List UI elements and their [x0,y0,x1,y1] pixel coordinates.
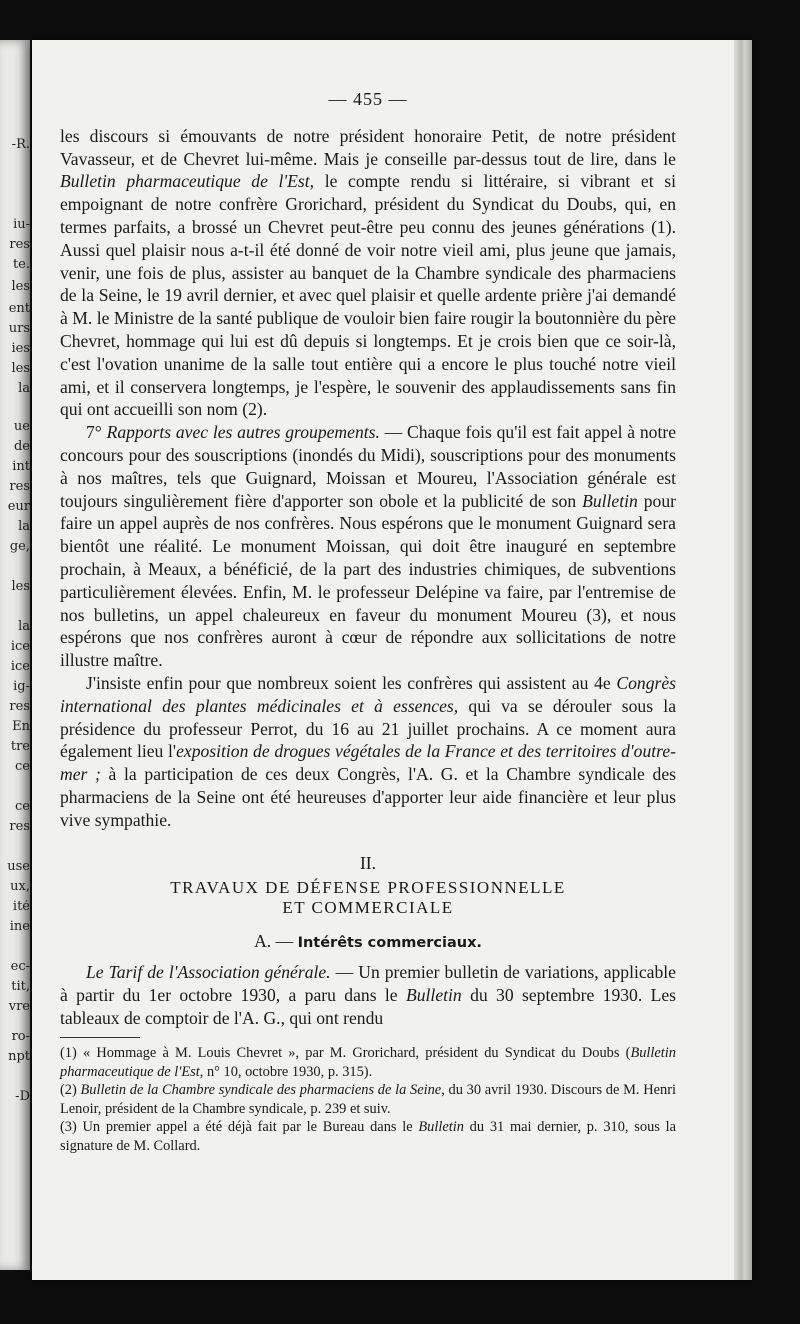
margin-fragment: ies [11,342,30,355]
margin-fragment: tre [10,740,30,753]
margin-fragment: int [12,460,30,473]
footnote-1: (1) « Hommage à M. Louis Chevret », par M. Grorichard, président du Syndicat du Doubs (Bulletin pharmaceutique de l'Est, n° 10, octobre 1930, p. 315). [60,1045,676,1080]
margin-fragment: -R. [11,138,30,151]
margin-fragment: res [9,700,30,713]
footnote-divider [60,1037,140,1038]
margin-fragment: ig- [13,680,30,693]
margin-fragment: tit, [11,980,30,993]
margin-fragment: ge, [9,540,30,553]
margin-fragment: ice [10,640,30,653]
margin-fragment: ent [8,302,30,315]
margin-fragment: -D [15,1090,30,1103]
margin-fragment: npt [8,1050,30,1063]
section-title-line2: ET COMMERCIALE [282,898,454,918]
margin-fragment: ue [13,420,30,433]
margin-fragment: les [11,280,30,293]
margin-fragment: ice [10,660,30,673]
margin-fragment: te. [12,258,30,271]
footnote-2: (2) Bulletin de la Chambre syndicale des pharmaciens de la Seine, du 30 avril 1930. Discours de M. Henri Lenoir, président de la Chambre syndicale, p. 239 et suiv. [60,1082,676,1117]
paragraph-rapports: 7° Rapports avec les autres groupements. — Chaque fois qu'il est fait appel à notre concours pour des souscriptions (inondés du Midi), souscriptions pour des monuments à nos maîtres, tels que Guignard, Moissan et Moureu, l'Association générale est toujours singulièrement fière d'apporter son obole et la publicité de son Bulletin pour faire un appel auprès de nos confrères. Nous espérons que le monument Guignard sera bientôt une réalité. Le monument Moissan, qui doit être inauguré en septembre prochain, à Meaux, a bénéficié, de la part des industries chimiques, de subventions particulièrement élevées. Enfin, M. le professeur Delépine va faire, par l'entremise de nos bulletins, un appel chaleureux en faveur du monument Moureu (3), et nous espérons que nos confrères auront à cœur de répondre aux sollicitations de notre illustre maître. [60,422,676,671]
paragraph-congres: J'insiste enfin pour que nombreux soient les confrères qui assistent au 4e Congrès international des plantes médicinales et à essences, qui va se dérouler sous la présidence du professeur Perrot, du 16 au 21 juillet prochains. A ce moment aura également lieu l'exposition de drogues végétales de la France et des territoires d'outre-mer ; à la participation de ces deux Congrès, l'A. G. et la Chambre syndicale des pharmaciens de la Seine ont été heureuses d'apporter leur aide financière et leur plus vive sympathie. [60,672,677,830]
footnote-3: (3) Un premier appel a été déjà fait par le Bureau dans le Bulletin du 31 mai dernier, p. 310, sous la signature de M. Collard. [60,1119,676,1154]
document-page [32,40,752,1280]
margin-fragment: ro- [11,1030,30,1043]
section-title-line1: TRAVAUX DE DÉFENSE PROFESSIONNELLE [170,878,566,898]
margin-fragment: la [18,620,30,633]
margin-fragment: ité [12,900,30,913]
adjacent-page-margin [0,40,30,1270]
paragraph-discours: les discours si émouvants de notre président honoraire Petit, de notre président Vavasseur, et de Chevret lui-même. Mais je conseille par-dessus tout de lire, dans le Bulletin pharmaceutique de l'Est, le compte rendu si littéraire, si vibrant et si empoignant de notre confrère Grorichard, président du Syndicat du Doubs, qui, en termes parfaits, a brossé un Chevret peut-être peu connu des jeunes générations (1). Aussi quel plaisir nous a-t-il été donné de voir notre vieil ami, plus jeune que jamais, venir, une fois de plus, assister au banquet de la Chambre syndicale des pharmaciens de la Seine, le 19 avril dernier, et avec quel plaisir et quelle ardente prière j'ai demandé à M. le Ministre de la santé publique de vouloir bien faire rougir la boutonnière du père Chevret, hommage qui lui est dû depuis si longtemps. Et je crois bien que ce soir-là, c'est l'ovation unanime de la salle tout entière qui a encore le plus touché notre vieil ami, et il conservera longtemps, je l'espère, le souvenir des applaudissements sans fin qui ont accueilli son nom (2). [60,125,676,420]
margin-fragment: res [9,238,30,251]
margin-fragment: les [11,580,30,593]
margin-fragment: ux, [10,880,30,893]
paragraph-tarif: Le Tarif de l'Association générale. — Un premier bulletin de variations, applicable à partir du 1er octobre 1930, a paru dans le Bulletin du 30 septembre 1930. Les tableaux de comptoir de l'A. G., qui ont rendu [60,962,677,1028]
margin-fragment: les [11,362,30,375]
margin-fragment: ec- [10,960,30,973]
margin-fragment: la [18,382,30,395]
page-edge [734,40,752,1280]
section-title [60,878,676,918]
margin-fragment: eur [7,500,30,513]
section-number: II. [359,852,377,873]
margin-fragment: ine [9,920,30,933]
footnotes [60,1044,676,1155]
margin-fragment: use [7,860,30,873]
margin-fragment: En [12,720,30,733]
margin-fragment: vre [8,1000,30,1013]
margin-fragment: ce [15,760,30,773]
margin-fragment: iu- [13,218,30,231]
subsection-heading: A. — Intérêts commerciaux. [254,931,482,952]
page-content [60,88,676,1155]
margin-fragment: urs [8,322,30,335]
margin-fragment: res [9,480,30,493]
page-number: — 455 — [328,89,408,109]
margin-fragment: de [13,440,30,453]
margin-fragment: res [9,820,30,833]
margin-fragment: ce [15,800,30,813]
margin-fragment: la [18,520,30,533]
